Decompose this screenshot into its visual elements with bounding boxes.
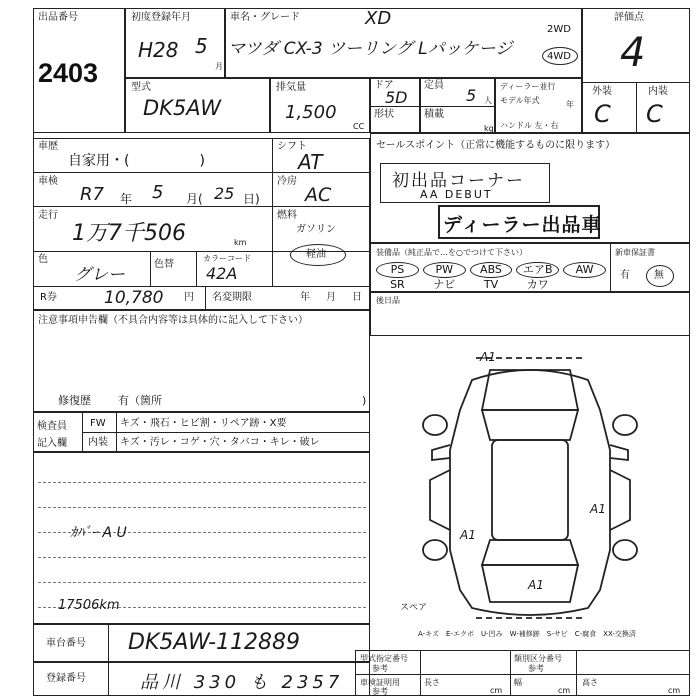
interior-score: C — [646, 100, 663, 128]
person-unit: 人 — [484, 96, 492, 105]
capacity-value: 5 — [466, 86, 477, 105]
recycle-split — [205, 286, 206, 310]
width-label: 幅 — [514, 678, 522, 687]
color-split-2 — [196, 251, 197, 286]
grade-note: XD — [365, 8, 392, 29]
color-label: 色 — [38, 254, 48, 265]
inspector-mid — [82, 432, 370, 433]
reference-label-2: 参考 — [528, 664, 544, 673]
first-reg-month-unit: 月 — [215, 62, 223, 71]
chassis-label: 車台番号 — [46, 638, 86, 649]
equipment-item: PW — [423, 262, 466, 278]
reference-label-3: 参考 — [372, 687, 388, 696]
remarks-line-4 — [38, 557, 366, 558]
mirror-left — [432, 445, 450, 460]
model-name: マツダ CX-3 ツーリング Lパッケージ — [228, 39, 513, 59]
car-windshield — [482, 410, 578, 440]
history-label: 車歴 — [38, 141, 58, 152]
model-name-label: 車名・グレード — [230, 12, 300, 23]
inspector-label: 検査員記入欄 — [37, 421, 67, 449]
shift-value: AT — [298, 150, 323, 174]
inspection-day-unit: 日) — [243, 192, 260, 206]
int-items: キズ・汚レ・コゲ・穴・タバコ・キレ・破レ — [120, 437, 320, 448]
displacement-label: 排気量 — [276, 82, 306, 93]
exterior-label: 外装 — [592, 86, 612, 97]
ac-label: 冷房 — [277, 176, 297, 187]
name-change-month: 月 — [326, 292, 336, 303]
type-cert-label: 型式指定番号 — [360, 654, 408, 663]
interior-label: 内装 — [648, 86, 668, 97]
dealer-label: ディーラー並行 — [500, 82, 556, 91]
model-year-label: モデル年式 — [500, 96, 540, 105]
drive-4wd: 4WD — [547, 51, 571, 62]
repair-close: ) — [362, 394, 367, 407]
equipment-row-2 — [376, 278, 610, 292]
int-label: 内装 — [88, 437, 108, 448]
width-unit: cm — [558, 686, 571, 695]
inspection-month: 5 — [152, 182, 164, 203]
model-year-unit: 年 — [566, 100, 574, 109]
cert-split-3 — [576, 650, 577, 696]
plate-label: 登録番号 — [46, 673, 86, 684]
name-change-day: 日 — [352, 292, 362, 303]
equipment-row-1 — [376, 262, 610, 276]
cert-split-1 — [420, 650, 421, 696]
lot-number: 2403 — [38, 58, 99, 88]
inspection-day: 25 — [214, 184, 235, 203]
spare-label: スペア — [400, 603, 428, 613]
damage-mark-right: A1 — [590, 502, 606, 516]
color-code-value: 42A — [206, 264, 238, 283]
color-split — [150, 251, 151, 286]
drive-2wd: 2WD — [547, 24, 571, 35]
fw-label: FW — [90, 418, 106, 429]
inspection-year-unit: 年 — [120, 192, 133, 206]
wheel-front-left — [423, 415, 447, 435]
name-change-year: 年 — [300, 292, 310, 303]
chassis-value: DK5AW-112889 — [128, 630, 300, 655]
plate-value: 品川 330 も 2357 — [140, 672, 344, 693]
mileage-label: 走行 — [38, 210, 58, 221]
fuel-diesel: 軽油 — [306, 249, 326, 260]
notes-label: 注意事項申告欄（不具合内容等は具体的に記入して下さい） — [38, 315, 308, 326]
row-line-2 — [33, 206, 370, 207]
equipment-item: SR — [390, 278, 405, 291]
reg-cert-label: 車検証明用 — [360, 678, 400, 687]
damage-mark-rear: A1 — [528, 578, 544, 592]
wheel-front-right — [613, 415, 637, 435]
fuel-value: ガソリン — [296, 224, 336, 235]
color-value: グレー — [74, 265, 125, 285]
exterior-score: C — [594, 100, 611, 128]
repair-label: 修復歴 — [58, 394, 91, 407]
type-label: 型式 — [131, 82, 151, 93]
aa-debut: AA DEBUT — [420, 188, 493, 201]
color-code-label: カラーコード — [203, 254, 251, 263]
equipment-item: ABS — [470, 262, 513, 278]
cert-split-2 — [510, 650, 511, 696]
remarks-line-2 — [38, 507, 366, 508]
km-unit: km — [234, 238, 247, 247]
equipment-item: AW — [563, 262, 606, 278]
score-mid-divider — [636, 82, 637, 133]
warranty-label: 新車保証書 — [615, 248, 655, 257]
height-unit: cm — [668, 686, 681, 695]
door-label: ドア — [374, 80, 394, 91]
remarks-line-5 — [38, 582, 366, 583]
row-line-4 — [33, 286, 370, 287]
equipment-item: TV — [483, 278, 499, 291]
fw-items: キズ・飛石・ヒビ割・リペア跡・X要 — [120, 418, 287, 429]
remarks-line-1 — [38, 482, 366, 483]
first-corner-text: 初出品コーナー — [392, 171, 525, 191]
ac-value: AC — [305, 184, 332, 206]
first-reg-era: H28 — [138, 38, 179, 62]
side-panel-left — [430, 470, 450, 530]
history-value: 自家用・( ) — [68, 153, 205, 169]
yen-unit: 円 — [184, 292, 194, 303]
shape-label: 形状 — [374, 109, 394, 120]
cc-unit: CC — [353, 122, 365, 131]
diagram-legend: A-キズ E-エクボ U-凹み W-補修跡 S-サビ C-腐食 XX-交換済 — [418, 630, 636, 638]
recycle-label: R券 — [40, 292, 57, 303]
details-split — [272, 138, 273, 286]
mileage-value: 1万7千506 — [72, 221, 186, 246]
equipment-item: ナビ — [433, 278, 456, 291]
warranty-yes: 有 — [620, 270, 630, 281]
wheel-rear-left — [423, 540, 447, 560]
first-reg-label: 初度登録年月 — [131, 12, 191, 23]
after-items-label: 後日品 — [376, 296, 400, 305]
handle-label: ハンドル 左・右 — [500, 121, 559, 130]
length-label: 長さ — [424, 678, 440, 687]
length-unit: cm — [490, 686, 503, 695]
remarks-odometer: 17506km — [58, 598, 120, 613]
door-value: 5D — [385, 88, 408, 107]
kg-unit: kg — [484, 124, 494, 133]
inspection-label: 車検 — [38, 176, 58, 187]
color-change-label: 色替 — [154, 259, 174, 270]
score-label: 評価点 — [614, 12, 644, 23]
sales-point-label: セールスポイント（正常に機能するものに限ります） — [376, 140, 616, 151]
damage-mark-front: A1 — [480, 350, 496, 364]
displacement-value: 1,500 — [285, 102, 337, 123]
recycle-value: 10,780 — [104, 288, 164, 308]
car-rear-window — [482, 540, 578, 565]
category-label: 類別区分番号 — [514, 654, 562, 663]
warranty-no: 無 — [654, 270, 664, 281]
equipment-label: 装備品（純正品で…を○でつけて下さい） — [376, 248, 527, 257]
reference-label-1: 参考 — [372, 664, 388, 673]
lot-number-label: 出品番号 — [38, 12, 78, 23]
car-hood — [482, 370, 578, 410]
inspection-era: R7 — [80, 184, 104, 205]
height-label: 高さ — [582, 678, 598, 687]
side-panel-right — [610, 470, 630, 530]
name-change-label: 名変期限 — [212, 292, 252, 303]
car-roof — [492, 440, 568, 540]
mirror-right — [610, 445, 628, 460]
wheel-rear-right — [613, 540, 637, 560]
fuel-label: 燃料 — [277, 210, 297, 221]
score-value: 4 — [620, 30, 646, 76]
equipment-item: PS — [376, 262, 419, 278]
cert-mid — [355, 674, 690, 675]
equipment-item: エアB — [516, 262, 559, 278]
inspection-month-unit: 月( — [186, 192, 203, 206]
equipment-split — [610, 243, 611, 292]
dealer-stamp-text: ディーラー出品車 — [443, 214, 602, 236]
equipment-item: カワ — [526, 278, 549, 291]
repair-value: 有（箇所 — [118, 394, 162, 407]
shift-label: シフト — [277, 141, 307, 152]
capacity-label: 定員 — [424, 80, 444, 91]
remarks-handwritten: ｶﾊﾞｰ A U — [70, 525, 127, 541]
type-value: DK5AW — [143, 96, 222, 120]
after-items-box — [370, 292, 690, 336]
load-label: 積載 — [424, 109, 444, 120]
first-reg-month: 5 — [195, 34, 208, 58]
door-split-line — [370, 106, 495, 107]
damage-mark-left: A1 — [460, 528, 476, 542]
